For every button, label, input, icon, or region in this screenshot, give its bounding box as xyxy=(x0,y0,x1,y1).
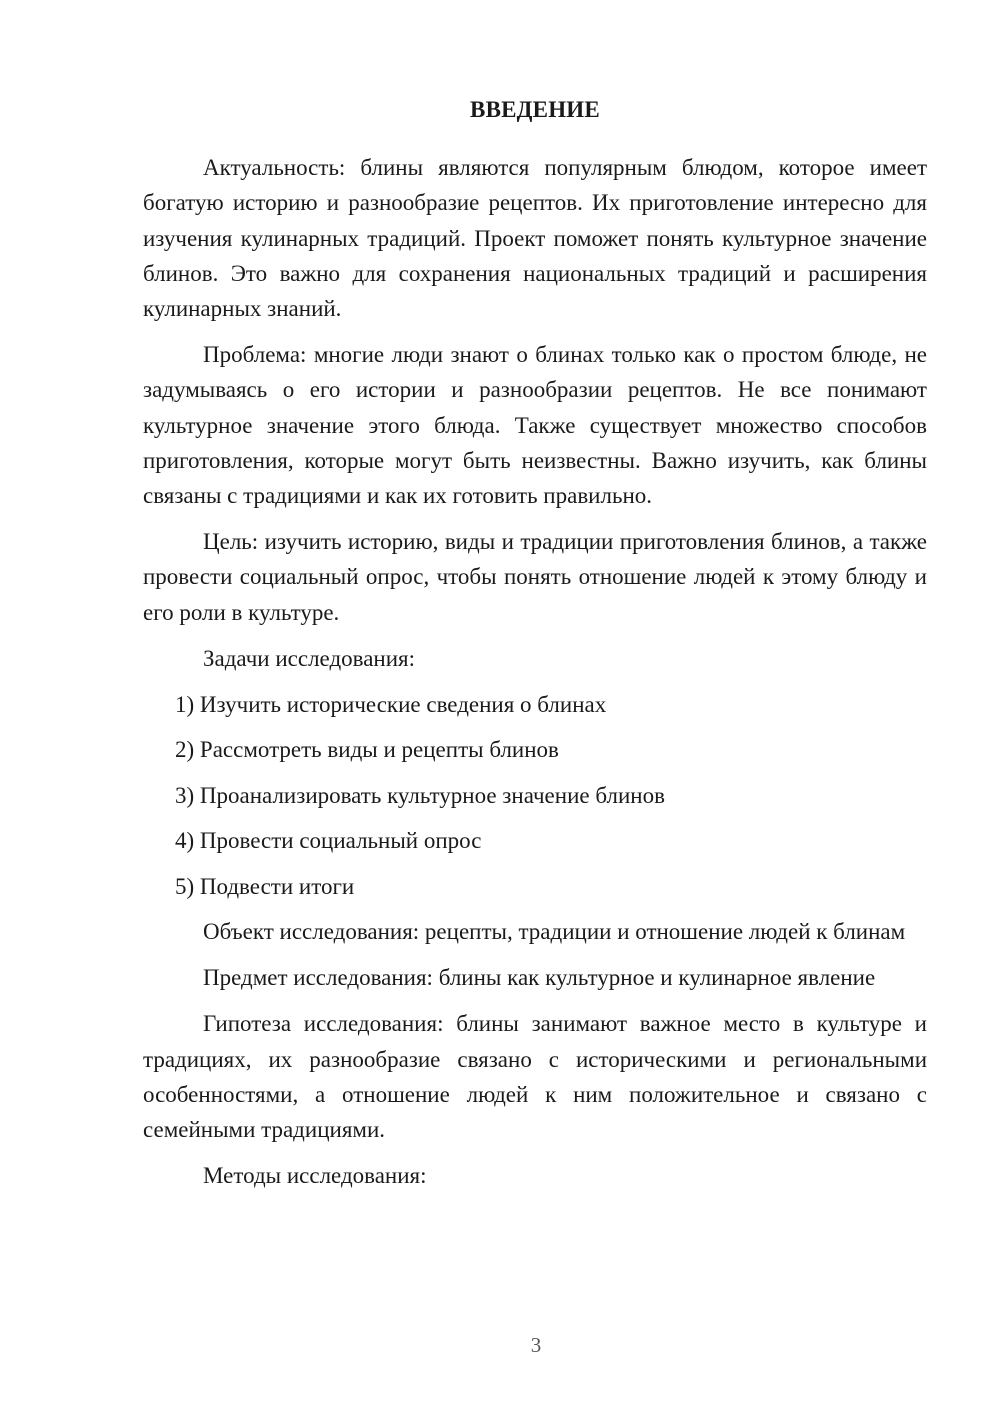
list-item: 3) Проанализировать культурное значение блинов xyxy=(175,782,665,808)
paragraph-subject: Предмет исследования: блины как культурное и кулинарное явление xyxy=(203,965,876,991)
paragraph-hypothesis: Гипотеза исследования: блины занимают важное место в культуре и традициях, их разнообразие связано с историческими и региональными особенностями, а отношение людей к ним положительное и связано с семейными традициями. xyxy=(143,1011,927,1143)
list-item: 4) Провести социальный опрос xyxy=(175,828,482,854)
tasks-title: Задачи исследования: xyxy=(203,645,416,671)
page-heading: ВВЕДЕНИЕ xyxy=(470,97,600,122)
page-content xyxy=(143,92,927,1204)
paragraph-problem: Проблема: многие люди знают о блинах только как о простом блюде, не задумываясь о его истории и разнообразии рецептов. Не все понимают культурное значение этого блюда. Также существует множество способов приготовления, которые могут быть неизвестны. Важно изучить, как блины связаны с традициями и как их готовить правильно. xyxy=(143,342,927,509)
paragraph-object: Объект исследования: рецепты, традиции и отношение людей к блинам xyxy=(203,919,906,944)
list-item: 2) Рассмотреть виды и рецепты блинов xyxy=(175,737,559,763)
paragraph-relevance: Актуальность: блины являются популярным блюдом, которое имеет богатую историю и разнообразие рецептов. Их приготовление интересно для изучения кулинарных традиций. Проект поможет понять культурное значение блинов. Это важно для сохранения национальных традиций и расширения кулинарных знаний. xyxy=(143,155,927,322)
list-item: 1) Изучить исторические сведения о блинах xyxy=(175,692,607,718)
page-number: 3 xyxy=(530,1333,542,1357)
methods-title: Методы исследования: xyxy=(203,1163,427,1189)
list-item: 5) Подвести итоги xyxy=(175,873,355,899)
tasks-list xyxy=(143,687,927,904)
paragraph-goal: Цель: изучить историю, виды и традиции приготовления блинов, а также провести социальный опрос, чтобы понять отношение людей к этому блюду и его роли в культуре. xyxy=(143,529,927,625)
